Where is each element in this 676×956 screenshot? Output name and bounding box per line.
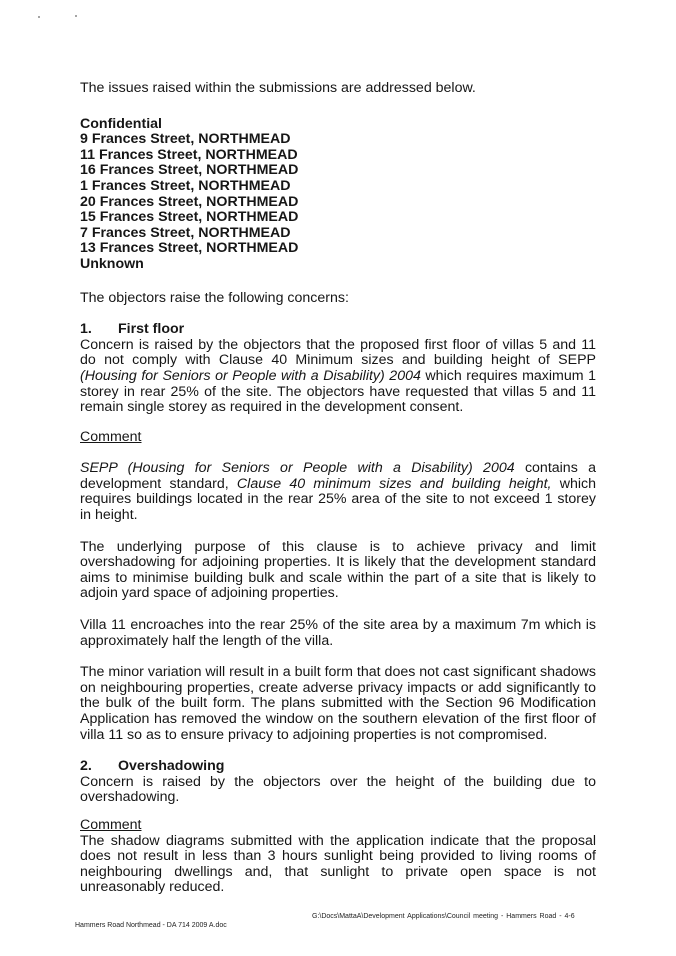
comment-paragraph: The shadow diagrams submitted with the application indicate that the proposal does not result in less than 3 hours sunlight being provided to living rooms of neighbouring dwellings and, that sunlight to private open space is not unreasonably reduced. <box>80 832 596 896</box>
section-number: 1. <box>80 321 92 338</box>
section-heading-first-floor <box>80 322 596 338</box>
submitter-item: 15 Frances Street, NORTHMEAD <box>80 209 299 226</box>
section-title: Overshadowing <box>118 758 225 775</box>
concern-paragraph: Concern is raised by the objectors over the height of the building due to overshadowing. <box>80 773 596 806</box>
submitter-item: 16 Frances Street, NORTHMEAD <box>80 162 299 179</box>
concerns-intro: The objectors raise the following concerns: <box>80 289 349 306</box>
submitter-item: 11 Frances Street, NORTHMEAD <box>80 146 298 163</box>
comment-paragraph: SEPP (Housing for Seniors or People with a Disability) 2004 contains a development standard, Clause 40 minimum sizes and building height, which requires buildings located in the rear 25% area of the site to not exceed 1 storey in height. <box>80 460 597 524</box>
section-title: First floor <box>118 321 185 338</box>
footer-doc-name: Hammers Road Northmead - DA 714 2009 A.doc <box>75 922 227 929</box>
submitter-item: 7 Frances Street, NORTHMEAD <box>80 224 291 241</box>
submitter-list <box>80 117 596 273</box>
submitter-item: Confidential <box>80 115 162 132</box>
section-heading-overshadowing <box>80 759 596 775</box>
submitter-item: 1 Frances Street, NORTHMEAD <box>80 177 291 194</box>
intro-paragraph: The issues raised within the submissions are addressed below. <box>80 80 476 96</box>
comment-label: Comment <box>80 816 142 833</box>
scan-speck <box>75 15 77 17</box>
footer-file-path: G:\Docs\MattaA\Development Applications\Council meeting - Hammers Road - 4-6 <box>312 913 575 920</box>
concern-paragraph: Concern is raised by the objectors that the proposed first floor of villas 5 and 11 do not comply with Clause 40 Minimum sizes and building height of SEPP (Housing for Seniors or People with a Disability) 2004 which requires maximum 1 storey in rear 25% of the site. The objectors have requested that villas 5 and 11 remain single storey as required in the development consent. <box>80 336 597 416</box>
scan-speck <box>38 16 40 18</box>
submitter-item: 13 Frances Street, NORTHMEAD <box>80 240 299 257</box>
comment-paragraph: The minor variation will result in a built form that does not cast significant shadows on neighbouring properties, create adverse privacy impacts or add significantly to the bulk of the built form. The plans submitted with the Section 96 Modification Application has removed the window on the southern elevation of the first floor of villa 11 so as to ensure privacy to adjoining properties is not compromised. <box>80 664 596 743</box>
comment-paragraph: Villa 11 encroaches into the rear 25% of the site area by a maximum 7m which is approximately half the length of the villa. <box>80 617 596 649</box>
comment-label: Comment <box>80 428 142 445</box>
comment-paragraph: The underlying purpose of this clause is to achieve privacy and limit overshadowing for adjoining properties. It is likely that the development standard aims to minimise building bulk and scale within the part of a site that is likely to adjoin yard space of adjoining properties. <box>80 538 596 602</box>
section-number: 2. <box>80 758 92 775</box>
submitter-item: Unknown <box>80 255 144 272</box>
submitter-item: 20 Frances Street, NORTHMEAD <box>80 193 299 210</box>
document-body <box>80 81 596 896</box>
submitter-item: 9 Frances Street, NORTHMEAD <box>80 131 291 148</box>
